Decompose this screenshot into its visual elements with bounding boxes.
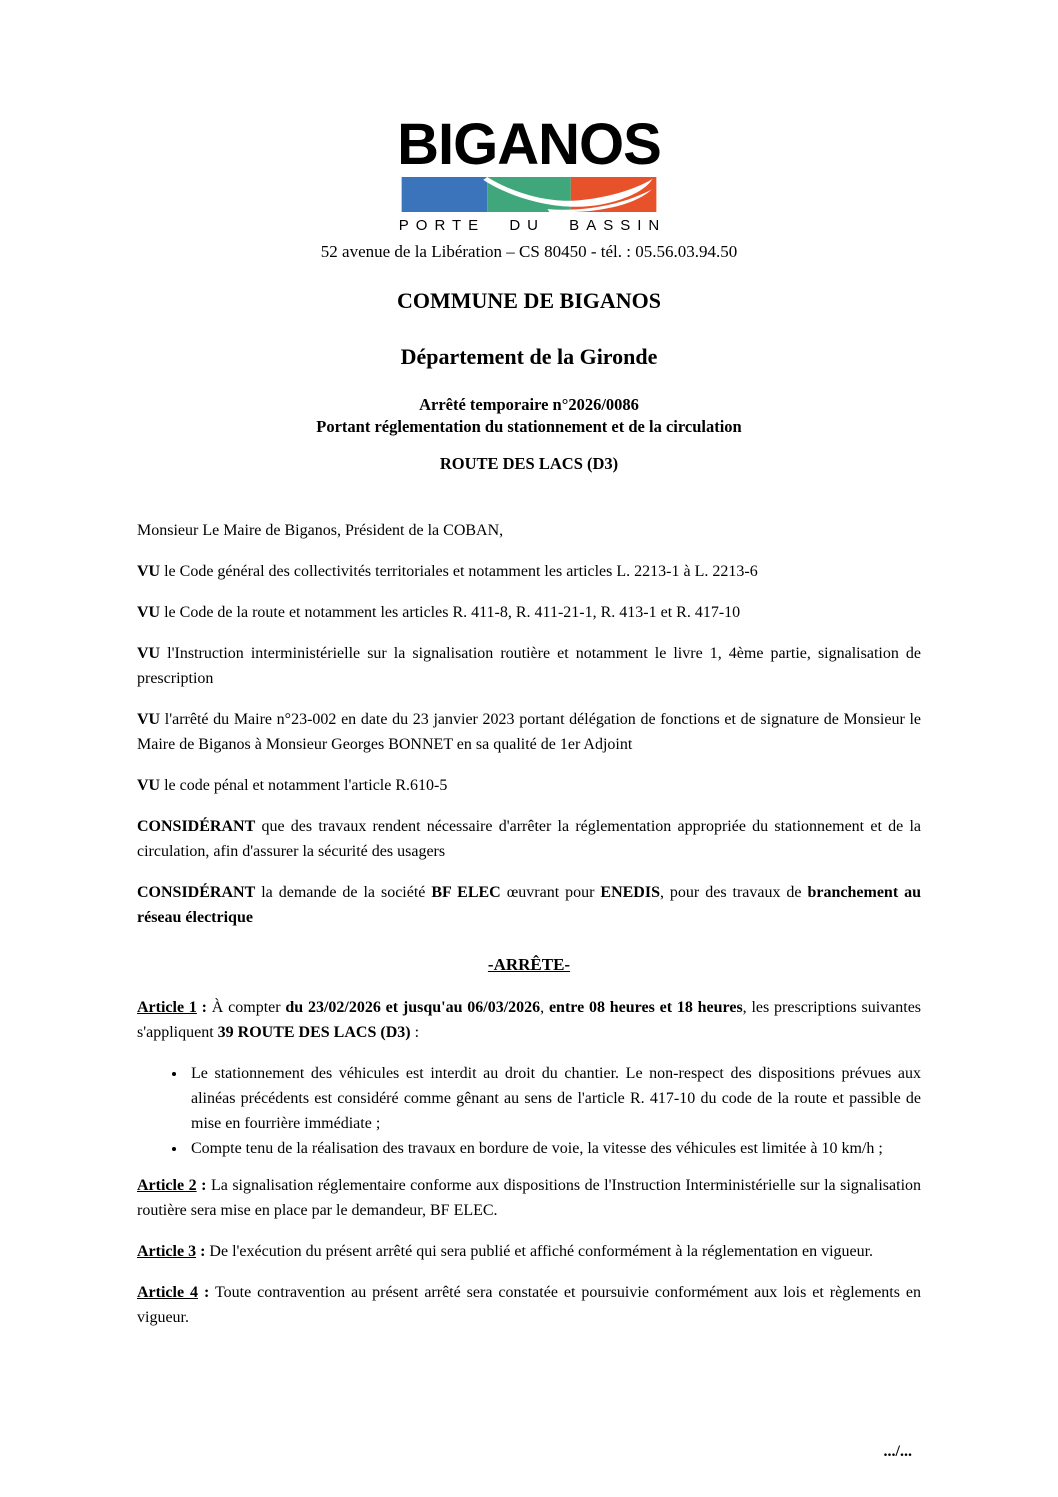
decree-heading	[0, 394, 1058, 438]
arrete-heading	[137, 952, 921, 977]
article-3-paragraph: Article 3 : De l'exécution du présent arrêté qui sera publié et affiché conformément à la réglementation en vigueur.	[137, 1243, 874, 1260]
band-green-block	[487, 177, 571, 212]
commune-title: COMMUNE DE BIGANOS	[396, 288, 661, 313]
prescriptions-list	[137, 1061, 921, 1161]
address-line: 52 avenue de la Libération – CS 80450 - tél. : 05.56.03.94.50	[320, 242, 738, 261]
article-4-paragraph: Article 4 : Toute contravention au présent arrêté sera constatée et poursuivie conformément aux lois et règlements en vigueur.	[137, 1284, 922, 1326]
decree-subject: Portant réglementation du stationnement et de la circulation	[316, 417, 742, 436]
article-1-paragraph: Article 1 : À compter du 23/02/2026 et jusqu'au 06/03/2026, entre 08 heures et 18 heures, les prescriptions suivantes s'appliquent 39 ROUTE DES LACS (D3) :	[137, 999, 922, 1041]
arrete-heading-text: -ARRÊTE-	[487, 955, 571, 974]
considerant-paragraph-1: CONSIDÉRANT que des travaux rendent nécessaire d'arrêter la réglementation appropriée du stationnement et de la circulation, afin d'assurer la sécurité des usagers	[137, 818, 921, 860]
logo-tagline: PORTE DU BASSIN	[398, 217, 667, 234]
logo-wave-band	[398, 177, 660, 212]
prescription-item-speed: • Compte tenu de la réalisation des travaux en bordure de voie, la vitesse des véhicules est limitée à 10 km/h ;	[187, 1136, 921, 1161]
biganos-logo	[392, 112, 667, 234]
vu-paragraph-4: VU l'arrêté du Maire n°23-002 en date du 23 janvier 2023 portant délégation de fonctions et de signature de Monsieur le Maire de Biganos à Monsieur Georges BONNET en sa qualité de 1er Adjoint	[137, 711, 921, 753]
considerant-paragraph-2: CONSIDÉRANT la demande de la société BF ELEC œuvrant pour ENEDIS, pour des travaux de branchement au réseau électrique	[137, 884, 922, 926]
decree-number: Arrêté temporaire n°2026/0086	[419, 395, 639, 414]
letterhead	[0, 0, 1058, 474]
continuation-mark: .../...	[883, 1443, 912, 1460]
logo-wordmark: BIGANOS	[397, 112, 661, 177]
intro-paragraph: Monsieur Le Maire de Biganos, Président de la COBAN,	[137, 522, 504, 539]
prescription-item-parking: • Le stationnement des véhicules est interdit au droit du chantier. Le non-respect des dispositions prévues aux alinéas précédents est considéré comme gênant au sens de l'article R. 417-10 du code de la route et passible de mise en fourrière immédiate ;	[187, 1061, 921, 1136]
band-blue-block	[402, 177, 488, 212]
vu-paragraph-5: VU le code pénal et notamment l'article R.610-5	[137, 777, 448, 794]
road-subject: ROUTE DES LACS (D3)	[439, 454, 619, 473]
decree-body	[137, 518, 921, 1330]
vu-paragraph-1: VU le Code général des collectivités territoriales et notamment les articles L. 2213-1 à L. 2213-6	[137, 563, 758, 580]
article-2-paragraph: Article 2 : La signalisation réglementaire conforme aux dispositions de l'Instruction Interministérielle sur la signalisation routière sera mise en place par le demandeur, BF ELEC.	[137, 1177, 922, 1219]
departement-title: Département de la Gironde	[400, 344, 658, 369]
vu-paragraph-2: VU le Code de la route et notamment les articles R. 411-8, R. 411-21-1, R. 413-1 et R. 417-10	[137, 604, 741, 621]
vu-paragraph-3: VU l'Instruction interministérielle sur la signalisation routière et notamment le livre 1, 4ème partie, signalisation de prescription	[137, 645, 921, 687]
